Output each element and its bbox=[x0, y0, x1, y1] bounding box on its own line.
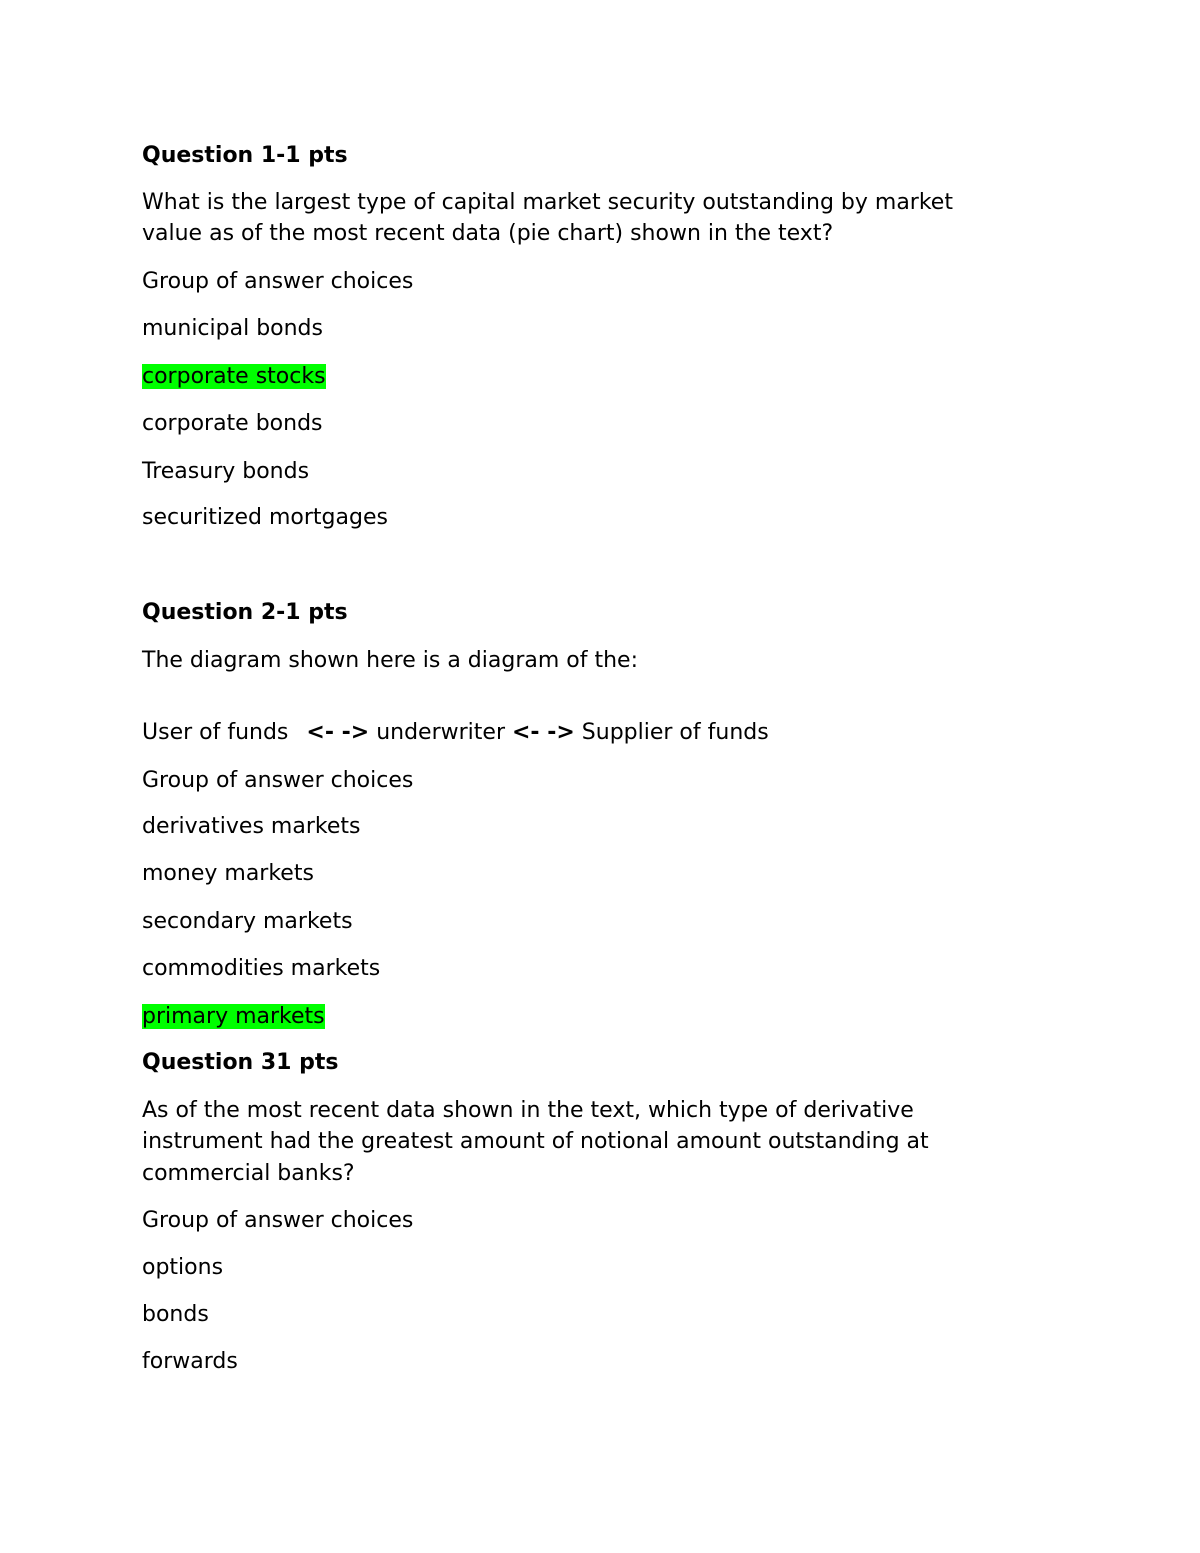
q1-choice: municipal bonds bbox=[142, 316, 323, 341]
q1-choice: Treasury bonds bbox=[142, 459, 310, 484]
q1-prompt-line-1: What is the largest type of capital market security outstanding by market bbox=[142, 190, 953, 215]
q2-choice: money markets bbox=[142, 861, 314, 886]
q2-choice: derivatives markets bbox=[142, 814, 361, 839]
q3-group-label: Group of answer choices bbox=[142, 1208, 414, 1233]
q1-choice: securitized mortgages bbox=[142, 505, 388, 530]
q1-group-label: Group of answer choices bbox=[142, 269, 414, 294]
q2-diagram-line bbox=[142, 717, 769, 748]
q3-choice: options bbox=[142, 1255, 224, 1280]
diagram-supplier: Supplier of funds bbox=[581, 720, 769, 745]
q2-prompt-line-1: The diagram shown here is a diagram of the: bbox=[142, 648, 638, 673]
q2-title: Question 2-1 pts bbox=[142, 600, 348, 625]
q1-choice: corporate bonds bbox=[142, 411, 323, 436]
q2-choice-highlighted bbox=[142, 1001, 325, 1032]
q3-prompt-line-3: commercial banks? bbox=[142, 1161, 355, 1186]
q3-choice: forwards bbox=[142, 1349, 238, 1374]
diagram-middle: underwriter bbox=[376, 720, 505, 745]
q3-choice: bonds bbox=[142, 1302, 209, 1327]
q2-group-label: Group of answer choices bbox=[142, 768, 414, 793]
answer-highlight: primary markets bbox=[142, 1004, 325, 1029]
q1-prompt-line-2: value as of the most recent data (pie chart) shown in the text? bbox=[142, 221, 834, 246]
q2-choice: commodities markets bbox=[142, 956, 381, 981]
q1-choice-highlighted bbox=[142, 361, 326, 392]
q3-title: Question 31 pts bbox=[142, 1050, 339, 1075]
answer-highlight: corporate stocks bbox=[142, 364, 326, 389]
q2-choice: secondary markets bbox=[142, 909, 353, 934]
q1-title: Question 1-1 pts bbox=[142, 143, 348, 168]
q3-prompt-line-2: instrument had the greatest amount of notional amount outstanding at bbox=[142, 1129, 929, 1154]
diagram-arrow: <- -> bbox=[306, 720, 370, 745]
q3-prompt-line-1: As of the most recent data shown in the text, which type of derivative bbox=[142, 1098, 914, 1123]
diagram-arrow: <- -> bbox=[512, 720, 575, 745]
diagram-user: User of funds bbox=[142, 720, 289, 745]
